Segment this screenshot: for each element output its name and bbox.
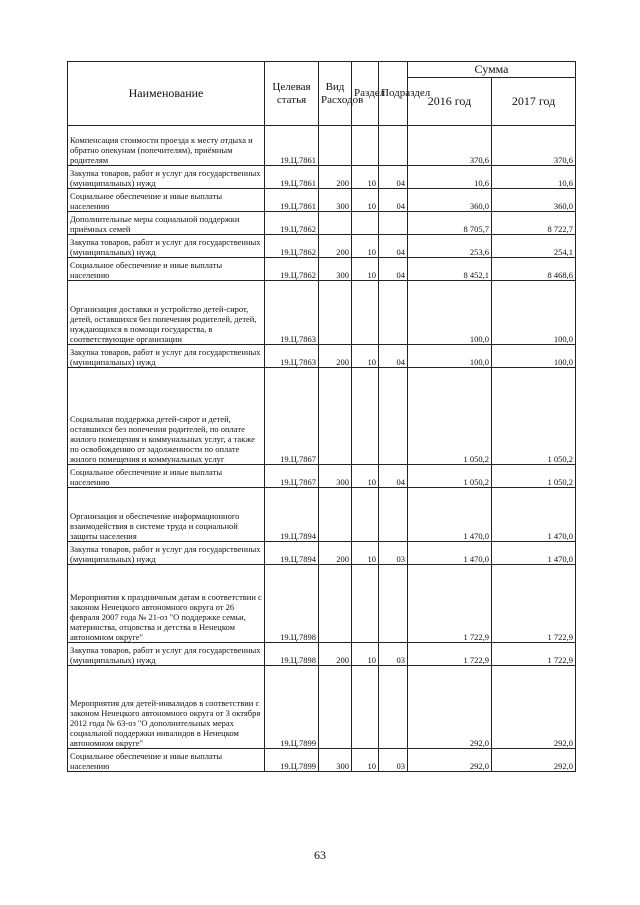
header-section: Раздел xyxy=(352,62,379,126)
row-subsection: 04 xyxy=(379,258,408,281)
row-expense-type: 300 xyxy=(319,749,352,772)
row-value-2016: 8 705,7 xyxy=(408,212,492,235)
table-row xyxy=(68,749,576,772)
row-name: Дополнительные меры социальной поддержки приёмных семей xyxy=(68,212,265,235)
row-section xyxy=(352,212,379,235)
row-target-article: 19.Ц.7862 xyxy=(265,258,319,281)
row-section xyxy=(352,126,379,166)
row-value-2016: 360,0 xyxy=(408,189,492,212)
row-target-article: 19.Ц.7863 xyxy=(265,281,319,345)
row-value-2017: 1 722,9 xyxy=(492,643,576,666)
row-name: Компенсация стоимости проезда к месту отдыха и обратно опекунам (попечителям), приёмным родителям xyxy=(68,126,265,166)
row-target-article: 19.Ц.7899 xyxy=(265,666,319,749)
row-expense-type: 200 xyxy=(319,345,352,368)
row-subsection xyxy=(379,488,408,542)
row-name: Закупка товаров, работ и услуг для государственных (муниципальных) нужд xyxy=(68,235,265,258)
table-row xyxy=(68,189,576,212)
row-value-2017: 1 470,0 xyxy=(492,488,576,542)
row-value-2016: 1 470,0 xyxy=(408,488,492,542)
row-expense-type xyxy=(319,368,352,465)
row-target-article: 19.Ц.7899 xyxy=(265,749,319,772)
table-row xyxy=(68,465,576,488)
row-value-2017: 100,0 xyxy=(492,345,576,368)
row-value-2017: 1 050,2 xyxy=(492,368,576,465)
row-expense-type xyxy=(319,666,352,749)
row-subsection: 03 xyxy=(379,643,408,666)
row-value-2017: 1 470,0 xyxy=(492,542,576,565)
row-name: Закупка товаров, работ и услуг для государственных (муниципальных) нужд xyxy=(68,166,265,189)
row-section: 10 xyxy=(352,542,379,565)
row-target-article: 19.Ц.7867 xyxy=(265,368,319,465)
row-expense-type xyxy=(319,126,352,166)
row-section xyxy=(352,281,379,345)
row-value-2017: 8 722,7 xyxy=(492,212,576,235)
table-row xyxy=(68,281,576,345)
row-subsection: 04 xyxy=(379,166,408,189)
row-value-2016: 1 722,9 xyxy=(408,643,492,666)
row-target-article: 19.Ц.7894 xyxy=(265,542,319,565)
row-name: Социальное обеспечение и иные выплаты населению xyxy=(68,749,265,772)
table-row xyxy=(68,643,576,666)
row-section: 10 xyxy=(352,235,379,258)
row-value-2017: 1 050,2 xyxy=(492,465,576,488)
row-value-2016: 10,6 xyxy=(408,166,492,189)
row-subsection xyxy=(379,126,408,166)
row-target-article: 19.Ц.7863 xyxy=(265,345,319,368)
row-subsection: 04 xyxy=(379,235,408,258)
row-expense-type xyxy=(319,281,352,345)
table-body xyxy=(68,126,576,772)
row-value-2016: 253,6 xyxy=(408,235,492,258)
row-section xyxy=(352,565,379,643)
row-value-2016: 8 452,1 xyxy=(408,258,492,281)
page-number: 63 xyxy=(314,848,326,862)
row-target-article: 19.Ц.7894 xyxy=(265,488,319,542)
table-row xyxy=(68,345,576,368)
row-target-article: 19.Ц.7861 xyxy=(265,126,319,166)
row-name: Закупка товаров, работ и услуг для государственных (муниципальных) нужд xyxy=(68,643,265,666)
row-section: 10 xyxy=(352,749,379,772)
table-row xyxy=(68,258,576,281)
row-value-2016: 1 050,2 xyxy=(408,368,492,465)
table-row xyxy=(68,565,576,643)
row-section: 10 xyxy=(352,345,379,368)
row-subsection: 03 xyxy=(379,749,408,772)
row-name: Социальное обеспечение и иные выплаты населению xyxy=(68,258,265,281)
row-expense-type: 300 xyxy=(319,189,352,212)
table-row xyxy=(68,126,576,166)
row-subsection: 04 xyxy=(379,465,408,488)
header-year-2017: 2017 год xyxy=(492,78,576,126)
table-row xyxy=(68,235,576,258)
row-value-2016: 100,0 xyxy=(408,345,492,368)
row-expense-type: 200 xyxy=(319,542,352,565)
row-target-article: 19.Ц.7898 xyxy=(265,643,319,666)
row-target-article: 19.Ц.7861 xyxy=(265,189,319,212)
row-value-2016: 1 470,0 xyxy=(408,542,492,565)
row-subsection xyxy=(379,565,408,643)
row-target-article: 19.Ц.7862 xyxy=(265,212,319,235)
row-section: 10 xyxy=(352,465,379,488)
row-subsection xyxy=(379,368,408,465)
row-value-2016: 1 722,9 xyxy=(408,565,492,643)
row-subsection: 04 xyxy=(379,189,408,212)
row-section xyxy=(352,368,379,465)
row-section: 10 xyxy=(352,258,379,281)
row-name: Закупка товаров, работ и услуг для государственных (муниципальных) нужд xyxy=(68,542,265,565)
row-name: Мероприятия к праздничным датам в соответствии с законом Ненецкого автономного округа от 26 февраля 2007 года № 21-оз "О поддержке семьи, материнства, отцовства и детства в Ненецком автономном округе" xyxy=(68,565,265,643)
row-name: Социальная поддержка детей-сирот и детей, оставшихся без попечения родителей, по оплате жилого помещения и коммунальных услуг, а также по освобождению от задолженности по оплате жилого помещения и коммунальных услуг xyxy=(68,368,265,465)
row-expense-type xyxy=(319,488,352,542)
row-subsection xyxy=(379,212,408,235)
row-section xyxy=(352,666,379,749)
budget-table xyxy=(67,61,576,772)
row-expense-type: 200 xyxy=(319,166,352,189)
row-target-article: 19.Ц.7898 xyxy=(265,565,319,643)
row-value-2017: 10,6 xyxy=(492,166,576,189)
table-row xyxy=(68,368,576,465)
row-subsection xyxy=(379,666,408,749)
row-name: Организация доставки и устройство детей-сирот, детей, оставшихся без попечения родителей, детей, нуждающихся в помощи государства, в соответствующие организации xyxy=(68,281,265,345)
row-section xyxy=(352,488,379,542)
row-value-2017: 292,0 xyxy=(492,666,576,749)
header-target-article: Целевая статья xyxy=(265,62,319,126)
row-subsection: 03 xyxy=(379,542,408,565)
row-target-article: 19.Ц.7867 xyxy=(265,465,319,488)
row-name: Мероприятия для детей-инвалидов в соответствии с законом Ненецкого автономного округа от 3 октября 2012 года № 63-оз "О дополнительных мерах социальной поддержки инвалидов в Ненецком автономном округе" xyxy=(68,666,265,749)
row-value-2017: 370,6 xyxy=(492,126,576,166)
table-row xyxy=(68,166,576,189)
row-name: Социальное обеспечение и иные выплаты населению xyxy=(68,465,265,488)
row-value-2017: 292,0 xyxy=(492,749,576,772)
row-section: 10 xyxy=(352,166,379,189)
header-year-2016: 2016 год xyxy=(408,78,492,126)
table-row xyxy=(68,212,576,235)
row-value-2017: 8 468,6 xyxy=(492,258,576,281)
header-name: Наименование xyxy=(68,62,265,126)
row-value-2016: 100,0 xyxy=(408,281,492,345)
row-value-2017: 254,1 xyxy=(492,235,576,258)
row-value-2016: 1 050,2 xyxy=(408,465,492,488)
row-value-2016: 370,6 xyxy=(408,126,492,166)
table-row xyxy=(68,666,576,749)
row-expense-type xyxy=(319,565,352,643)
row-subsection: 04 xyxy=(379,345,408,368)
table-row xyxy=(68,488,576,542)
row-section: 10 xyxy=(352,189,379,212)
row-value-2017: 360,0 xyxy=(492,189,576,212)
row-name: Организация и обеспечение информационного взаимодействия в системе труда и социальной защиты населения xyxy=(68,488,265,542)
row-expense-type: 300 xyxy=(319,465,352,488)
row-target-article: 19.Ц.7861 xyxy=(265,166,319,189)
row-expense-type xyxy=(319,212,352,235)
row-expense-type: 300 xyxy=(319,258,352,281)
row-value-2016: 292,0 xyxy=(408,666,492,749)
row-name: Закупка товаров, работ и услуг для государственных (муниципальных) нужд xyxy=(68,345,265,368)
row-subsection xyxy=(379,281,408,345)
row-value-2017: 1 722,9 xyxy=(492,565,576,643)
header-expense-type: Вид Расходов xyxy=(319,62,352,126)
row-expense-type: 200 xyxy=(319,235,352,258)
header-subsection: Подраздел xyxy=(379,62,408,126)
row-section: 10 xyxy=(352,643,379,666)
header-sum: Сумма xyxy=(408,62,576,78)
row-expense-type: 200 xyxy=(319,643,352,666)
row-target-article: 19.Ц.7862 xyxy=(265,235,319,258)
row-value-2016: 292,0 xyxy=(408,749,492,772)
table-header xyxy=(68,62,576,126)
table-row xyxy=(68,542,576,565)
row-name: Социальное обеспечение и иные выплаты населению xyxy=(68,189,265,212)
row-value-2017: 100,0 xyxy=(492,281,576,345)
